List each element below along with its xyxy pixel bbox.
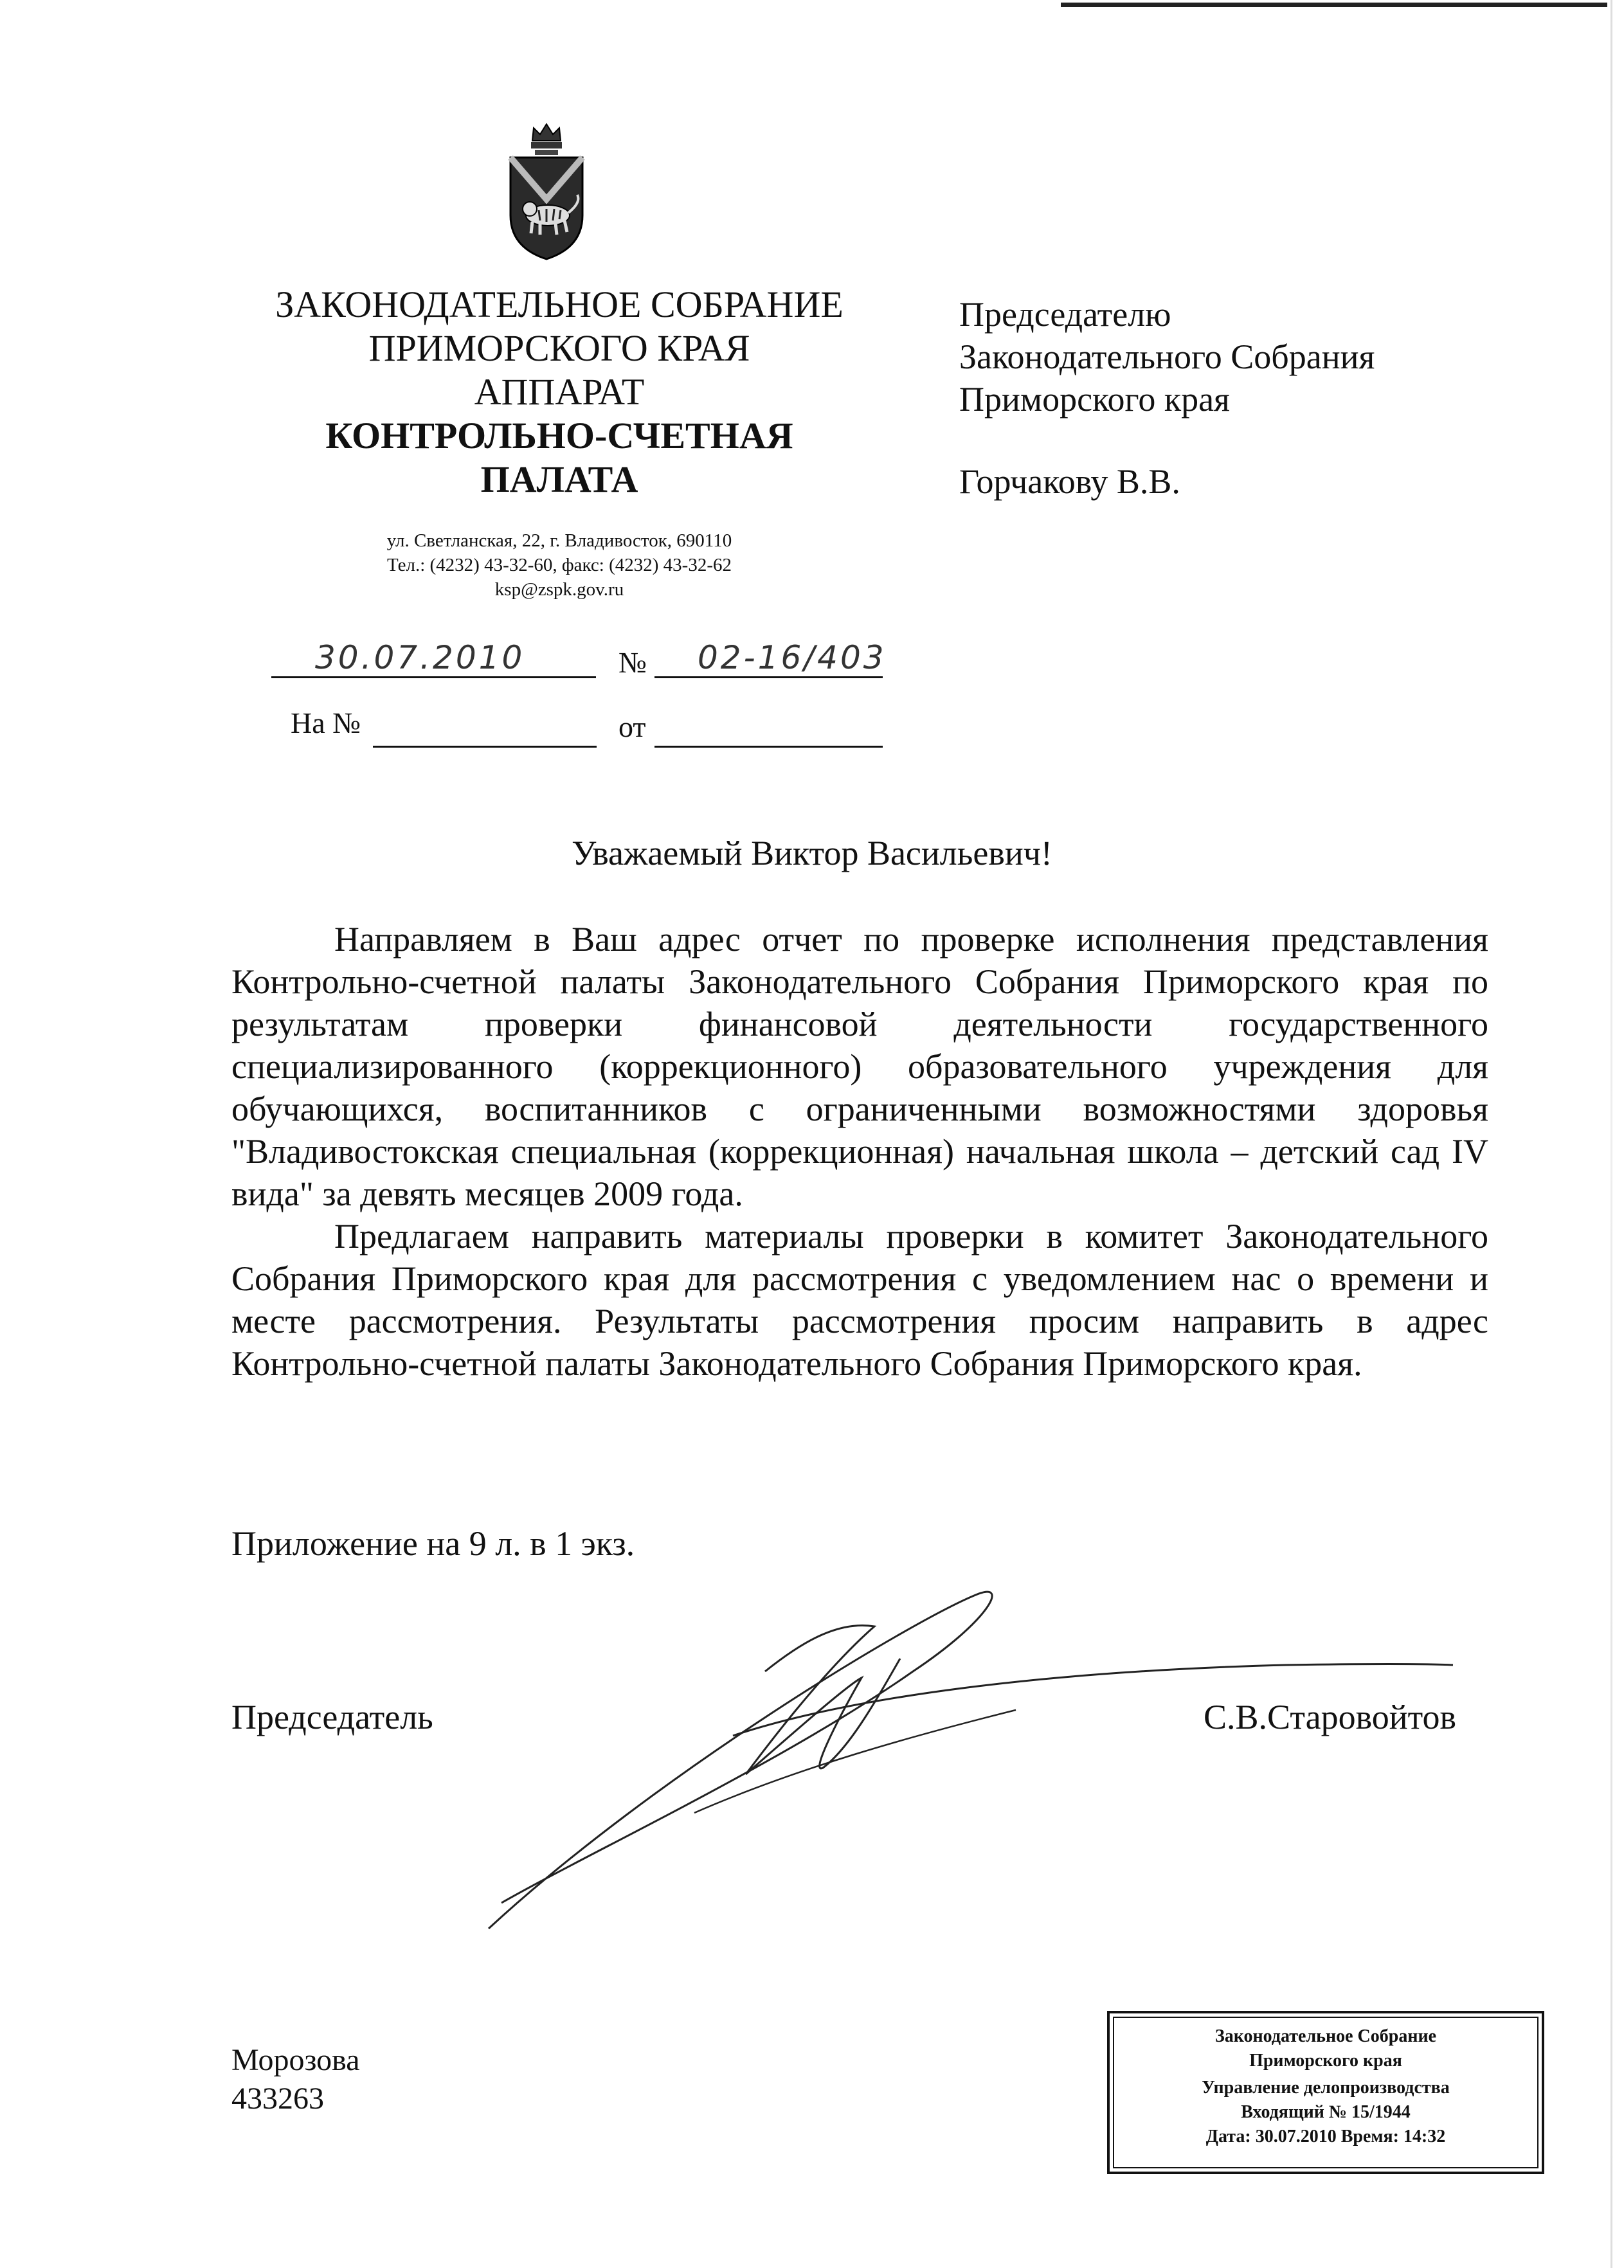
handwritten-signature <box>463 1581 1492 1967</box>
body-paragraph: Предлагаем направить материалы проверки в комитет Законодательного Собрания Приморского края для рассмотрения с уведомлением нас о времени и месте рассмотрения. Результаты рассмотрения просим направить в адрес Контрольно-счетной палаты Законодательного Собрания Приморского края. <box>231 1217 1488 1383</box>
org-department-line: КОНТРОЛЬНО-СЧЕТНАЯ <box>325 415 793 456</box>
recipient-name: Горчакову В.В. <box>959 462 1180 501</box>
executor-name: Морозова <box>231 2043 360 2077</box>
letter-body <box>231 918 1488 1385</box>
reply-number-line <box>373 712 597 748</box>
reply-date-line <box>654 712 883 748</box>
stamp-line: Законодательное Собрание <box>1214 2026 1437 2046</box>
stamp-date-time: Дата: 30.07.2010 Время: 14:32 <box>1205 2127 1446 2146</box>
signer-name: С.В.Старовойтов <box>1204 1698 1456 1736</box>
stamp-line: Управление делопроизводства <box>1202 2078 1450 2098</box>
org-address: ул. Светланская, 22, г. Владивосток, 690110 <box>386 530 732 551</box>
registration-fields <box>0 0 1624 771</box>
signer-position: Председатель <box>231 1698 433 1736</box>
stamp-line: Приморского края <box>1249 2051 1402 2071</box>
org-phone: Тел.: (4232) 43-32-60, факс: (4232) 43-32-62 <box>387 555 732 575</box>
reply-number-label: На № <box>291 706 361 739</box>
body-paragraph: Направляем в Ваш адрес отчет по проверке исполнения представления Контрольно-счетной палаты Законодательного Собрания Приморского края по результатам проверки финансовой деятельности государственного специализированного (коррекционного) образовательного учреждения для обучающихся, воспитанников с ограниченными возможностями здоровья "Владивостокская специальная (коррекционная) начальная школа – детский сад IV вида" за девять месяцев 2009 года. <box>231 920 1488 1213</box>
org-email: ksp@zspk.gov.ru <box>494 579 624 600</box>
recipient-position: Приморского края <box>959 380 1230 419</box>
org-name-line: ПРИМОРСКОГО КРАЯ <box>368 327 750 369</box>
recipient-position: Законодательного Собрания <box>959 338 1375 376</box>
executor-phone: 433263 <box>231 2082 324 2116</box>
org-department-line: ПАЛАТА <box>480 458 638 500</box>
outgoing-number: 02-16/403 <box>698 639 887 676</box>
org-name-line: ЗАКОНОДАТЕЛЬНОЕ СОБРАНИЕ <box>275 284 844 325</box>
outgoing-date: 30.07.2010 <box>315 639 525 676</box>
org-name-line: АППАРАТ <box>474 371 645 413</box>
incoming-registration-stamp <box>1107 2011 1544 2174</box>
reply-from-label: от <box>618 710 646 743</box>
stamp-incoming-number: Входящий № 15/1944 <box>1241 2102 1411 2122</box>
attachment-note: Приложение на 9 л. в 1 экз. <box>231 1524 635 1563</box>
recipient-position: Председателю <box>959 295 1171 334</box>
number-label: № <box>618 646 647 679</box>
executor-block <box>231 2041 360 2118</box>
salutation: Уважаемый Виктор Васильевич! <box>572 834 1052 872</box>
